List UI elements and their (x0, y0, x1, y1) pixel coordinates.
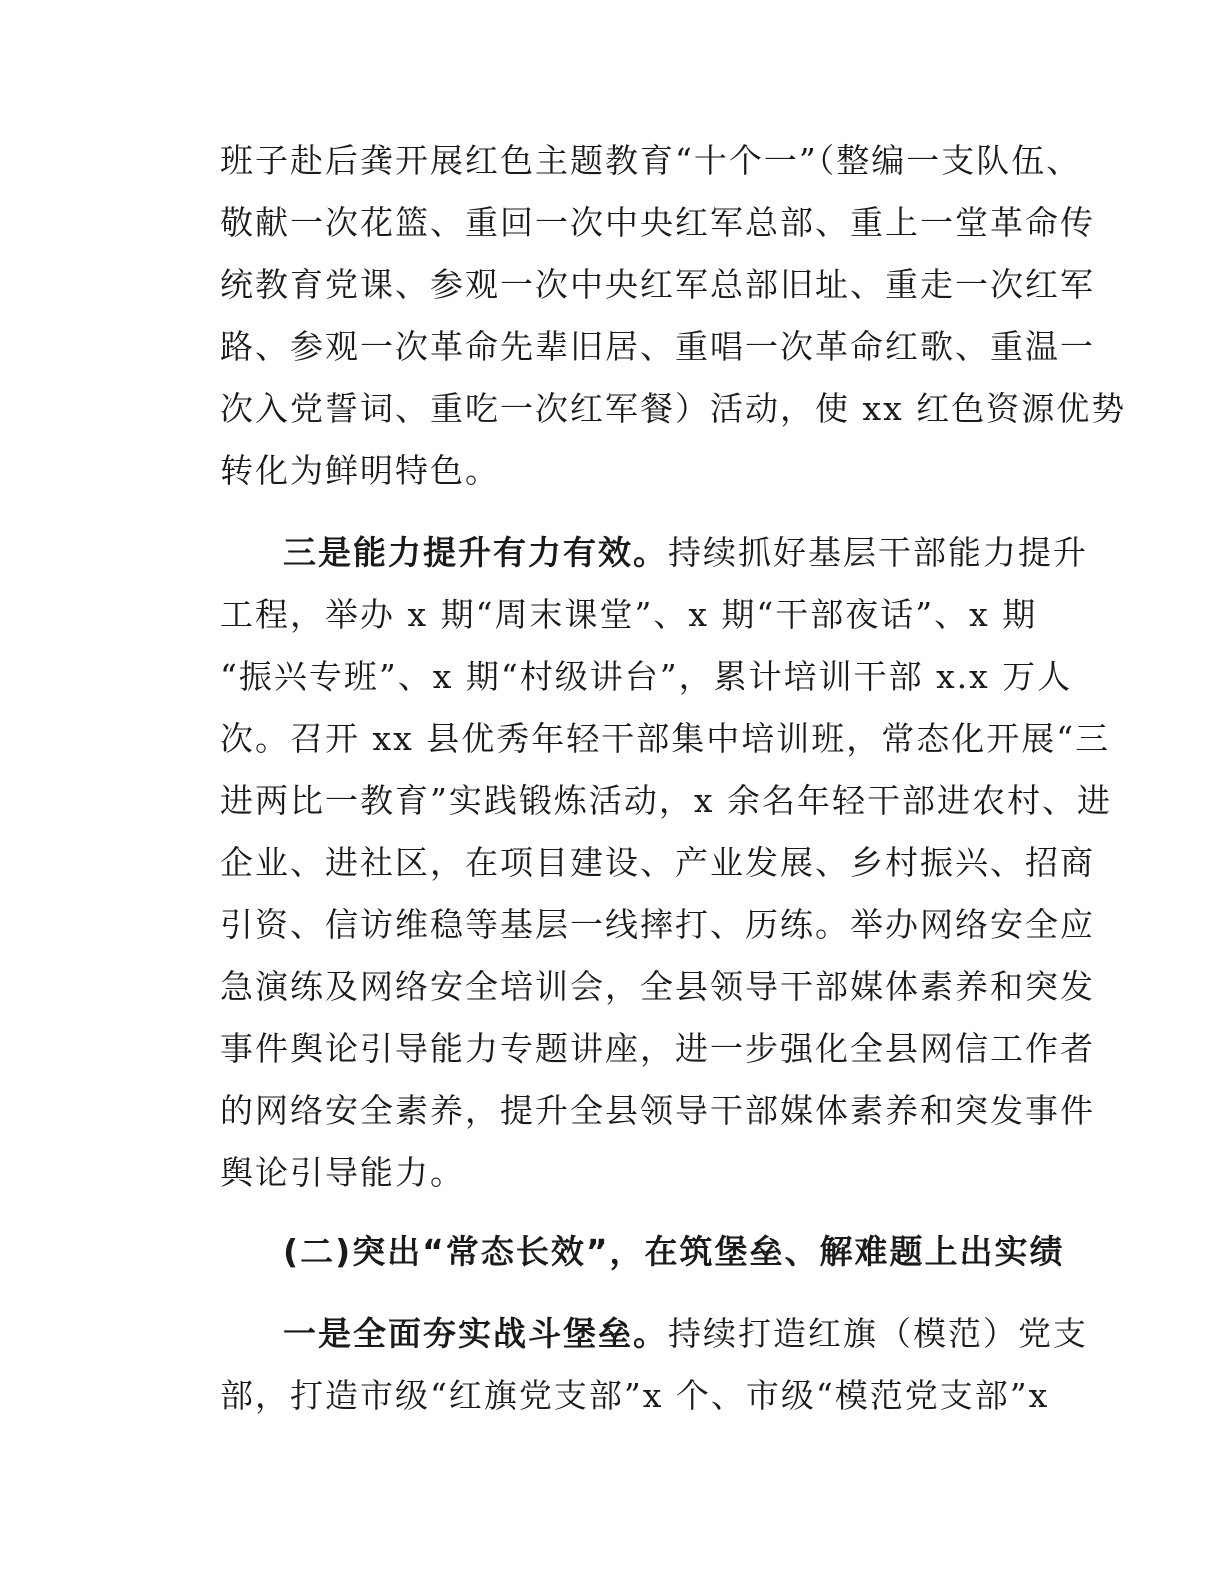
text-line: 企业、进社区，在项目建设、产业发展、乡村振兴、招商 (220, 843, 1095, 882)
paragraph-first-line (283, 533, 1088, 573)
text-line: 工程，举办 x 期“周末课堂”、x 期“干部夜话”、x 期 (220, 595, 1038, 634)
text-line: 的网络安全素养，提升全县领导干部媒体素养和突发事件 (220, 1091, 1095, 1130)
text-line: 转化为鲜明特色。 (220, 451, 500, 490)
section-heading: (二)突出“常态长效”，在筑堡垒、解难题上出实绩 (283, 1232, 1065, 1271)
text-line: 进两比一教育”实践锻炼活动，x 余名年轻干部进农村、进 (220, 781, 1112, 820)
text-line: 班子赴后龚开展红色主题教育“十个一”（整编一支队伍、 (220, 141, 1082, 180)
text-line: 次入党誓词、重吃一次红军餐）活动，使 xx 红色资源优势 (220, 389, 1127, 428)
text-line: 部，打造市级“红旗党支部”x 个、市级“模范党支部”x (220, 1376, 1050, 1415)
paragraph-heading: 三是能力提升有力有效。 (283, 533, 668, 572)
text-line: 舆论引导能力。 (220, 1153, 465, 1192)
text-line: 统教育党课、参观一次中央红军总部旧址、重走一次红军 (220, 265, 1095, 304)
text-line: 次。召开 xx 县优秀年轻干部集中培训班，常态化开展“三 (220, 719, 1111, 758)
paragraph-text: 持续抓好基层干部能力提升 (668, 533, 1088, 572)
text-line: 引资、信访维稳等基层一线摔打、历练。举办网络安全应 (220, 905, 1095, 944)
paragraph-first-line (283, 1314, 1088, 1354)
text-line: 路、参观一次革命先辈旧居、重唱一次革命红歌、重温一 (220, 327, 1095, 366)
paragraph-heading: 一是全面夯实战斗堡垒。 (283, 1314, 668, 1353)
text-line: 敬献一次花篮、重回一次中央红军总部、重上一堂革命传 (220, 203, 1095, 242)
paragraph-text: 持续打造红旗（模范）党支 (668, 1314, 1088, 1353)
text-line: 事件舆论引导能力专题讲座，进一步强化全县网信工作者 (220, 1029, 1095, 1068)
text-line: “振兴专班”、x 期“村级讲台”，累计培训干部 x.x 万人 (220, 657, 1073, 696)
text-line: 急演练及网络安全培训会，全县领导干部媒体素养和突发 (220, 967, 1095, 1006)
